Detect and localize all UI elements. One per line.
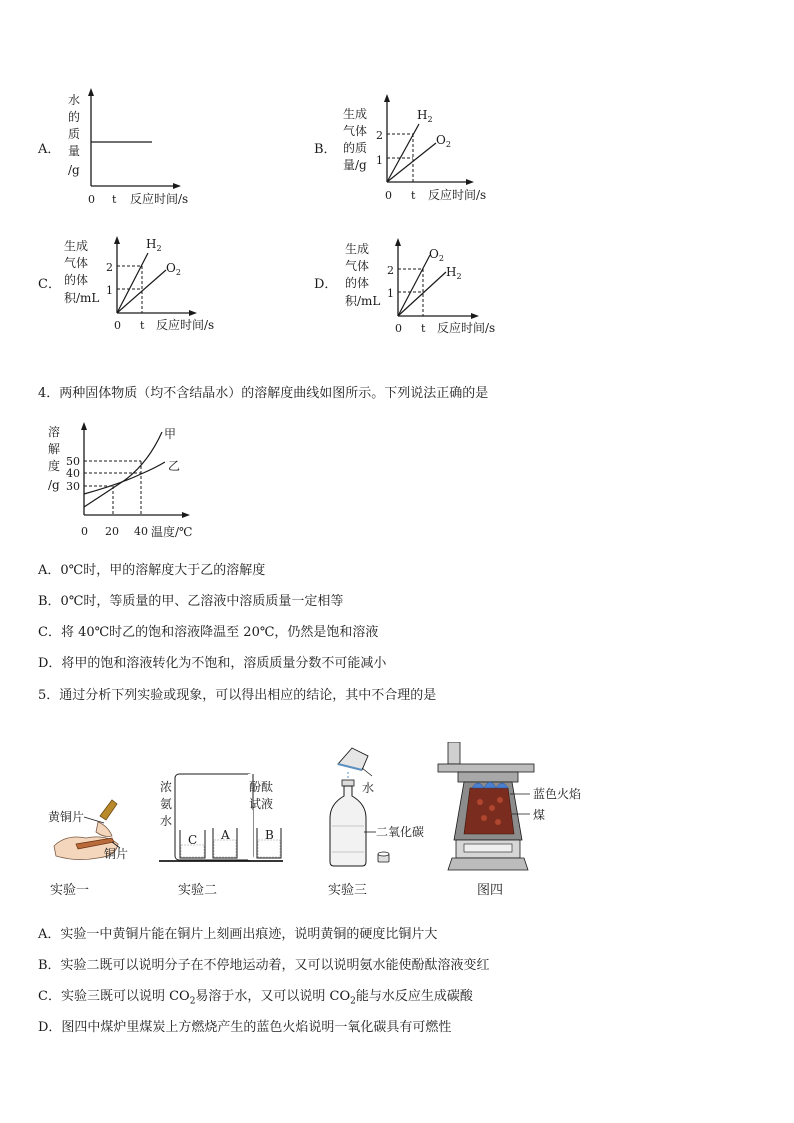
graph-d-o2: $O_2$: [429, 247, 444, 263]
graph-a-ylabel-2: 的: [68, 110, 81, 124]
yi-label: 乙: [168, 459, 181, 473]
graph-c-y2: 2: [106, 261, 113, 274]
graph-b-h2: $H_2$: [417, 108, 433, 124]
question-5-stem: 5．通过分析下列实验或现象，可以得出相应的结论，其中不合理的是: [38, 688, 437, 703]
graph-b-y1: 1: [376, 154, 383, 167]
q5-option-b: B．实验二既可以说明分子在不停地运动着，又可以说明氨水能使酚酞溶液变红: [38, 958, 490, 973]
graph-b-xlabel: 反应时间/s: [428, 188, 487, 202]
graph-b-o2: $O_2$: [436, 133, 451, 149]
option-b-letter: B．: [314, 142, 337, 157]
coal-label: 煤: [533, 808, 546, 822]
graph-d: [340, 228, 510, 338]
solubility-y40: 40: [66, 467, 80, 480]
graph-d-t: t: [421, 322, 426, 335]
graph-c-ylabel-1: 生成: [64, 239, 89, 253]
graph-c-xlabel: 反应时间/s: [156, 318, 215, 332]
solubility-ylabel-1: 溶: [48, 425, 61, 439]
beaker-a-label: A: [221, 828, 230, 842]
graph-d-xlabel: 反应时间/s: [437, 321, 496, 335]
h2-line: [398, 272, 446, 316]
water-label: 水: [362, 781, 375, 795]
h2-line: [117, 253, 148, 313]
brass-label: 黄铜片: [48, 810, 85, 824]
ammonia-label-1: 浓: [160, 780, 173, 794]
graph-c-y1: 1: [106, 284, 113, 297]
graph-d-y1: 1: [387, 287, 394, 300]
q4-option-a: A．0℃时，甲的溶解度大于乙的溶解度: [38, 563, 266, 578]
solubility-xlabel: 温度/℃: [151, 525, 193, 539]
graph-c-o2: $O_2$: [166, 261, 181, 277]
solubility-x20: 20: [105, 525, 119, 538]
graph-b-ylabel-3: 的质: [343, 141, 368, 155]
graph-c-t: t: [140, 319, 145, 332]
solubility-x40: 40: [134, 525, 148, 538]
graph-d-y2: 2: [387, 264, 394, 277]
beaker-b-label: B: [265, 828, 274, 842]
graph-a: [60, 88, 220, 210]
phenol-label-1: 酚酞: [249, 780, 274, 794]
option-a-letter: A．: [38, 142, 61, 157]
solubility-ylabel-3: 度: [48, 459, 61, 473]
graph-c-h2: $H_2$: [146, 237, 162, 253]
graph-a-ylabel-5: /g: [68, 163, 80, 177]
graph-b-ylabel-2: 气体: [343, 124, 368, 138]
solubility-y50: 50: [66, 455, 80, 468]
q4-option-c: C．将 40℃时乙的饱和溶液降温至 20℃，仍然是饱和溶液: [38, 625, 379, 640]
phenol-label-2: 试液: [249, 797, 274, 811]
experiment-2-caption: 实验二: [178, 883, 218, 898]
graph-a-ylabel-4: 量: [68, 144, 81, 158]
q4-option-b: B．0℃时，等质量的甲、乙溶液中溶质质量一定相等: [38, 594, 344, 609]
ammonia-label-3: 水: [160, 814, 173, 828]
graph-a-xlabel: 反应时间/s: [130, 192, 189, 206]
ammonia-label-2: 氨: [160, 797, 173, 811]
experiment-1-figure: [46, 786, 136, 876]
graph-c-ylabel-4: 积/mL: [64, 291, 100, 305]
graph-a-ylabel-3: 质: [68, 127, 81, 141]
solubility-y30: 30: [66, 480, 80, 493]
graph-c: [60, 228, 225, 338]
solubility-ylabel-2: 解: [48, 442, 61, 456]
graph-b: [340, 88, 505, 210]
experiment-3-caption: 实验三: [328, 883, 368, 898]
option-d-letter: D．: [314, 277, 338, 292]
figure-4-caption: 图四: [477, 883, 504, 898]
graph-b-ylabel-1: 生成: [343, 107, 368, 121]
graph-d-ylabel-4: 积/mL: [345, 294, 381, 308]
graph-b-t: t: [411, 189, 416, 202]
graph-d-h2: $H_2$: [446, 265, 462, 281]
figure-4-stove: [436, 742, 536, 876]
experiment-1-caption: 实验一: [50, 883, 90, 898]
graph-d-origin: 0: [395, 322, 402, 335]
graph-b-ylabel-4: 量/g: [343, 158, 367, 172]
jia-label: 甲: [164, 427, 177, 441]
solubility-ylabel-4: /g: [48, 478, 60, 492]
solubility-x0: 0: [81, 525, 88, 538]
graph-a-origin: 0: [88, 193, 95, 206]
q5-option-d: D．图四中煤炉里煤炭上方燃烧产生的蓝色火焰说明一氧化碳具有可燃性: [38, 1020, 452, 1035]
graph-a-ylabel-1: 水: [68, 93, 81, 107]
o2-line: [398, 255, 430, 316]
graph-c-ylabel-3: 的体: [64, 273, 89, 287]
h2-line: [387, 124, 419, 182]
graph-c-ylabel-2: 气体: [64, 256, 89, 270]
o2-line: [387, 143, 436, 182]
beaker-c-label: C: [188, 833, 198, 847]
graph-d-ylabel-2: 气体: [345, 259, 370, 273]
q5-option-c: C．实验三既可以说明 $CO_2$易溶于水，又可以说明 $CO_2$能与水反应生成碳酸: [38, 989, 473, 1007]
solubility-graph: [40, 418, 210, 546]
graph-b-origin: 0: [385, 189, 392, 202]
graph-b-y2: 2: [376, 129, 383, 142]
graph-d-ylabel-3: 的体: [345, 276, 370, 290]
graph-c-origin: 0: [114, 319, 121, 332]
q5-option-a: A．实验一中黄铜片能在铜片上刻画出痕迹，说明黄铜的硬度比铜片大: [38, 927, 438, 942]
option-c-letter: C．: [38, 277, 61, 292]
co2-label: 二氧化碳: [376, 825, 425, 839]
experiment-3-figure: [318, 728, 438, 870]
copper-label: 铜片: [104, 847, 129, 861]
graph-a-t: t: [112, 193, 117, 206]
blue-flame-label: 蓝色火焰: [533, 787, 582, 801]
question-4-stem: 4．两种固体物质（均不含结晶水）的溶解度曲线如图所示。下列说法正确的是: [38, 386, 489, 401]
q4-option-d: D．将甲的饱和溶液转化为不饱和，溶质质量分数不可能减小: [38, 656, 387, 671]
graph-d-ylabel-1: 生成: [345, 242, 370, 256]
yi-curve: [84, 462, 165, 494]
